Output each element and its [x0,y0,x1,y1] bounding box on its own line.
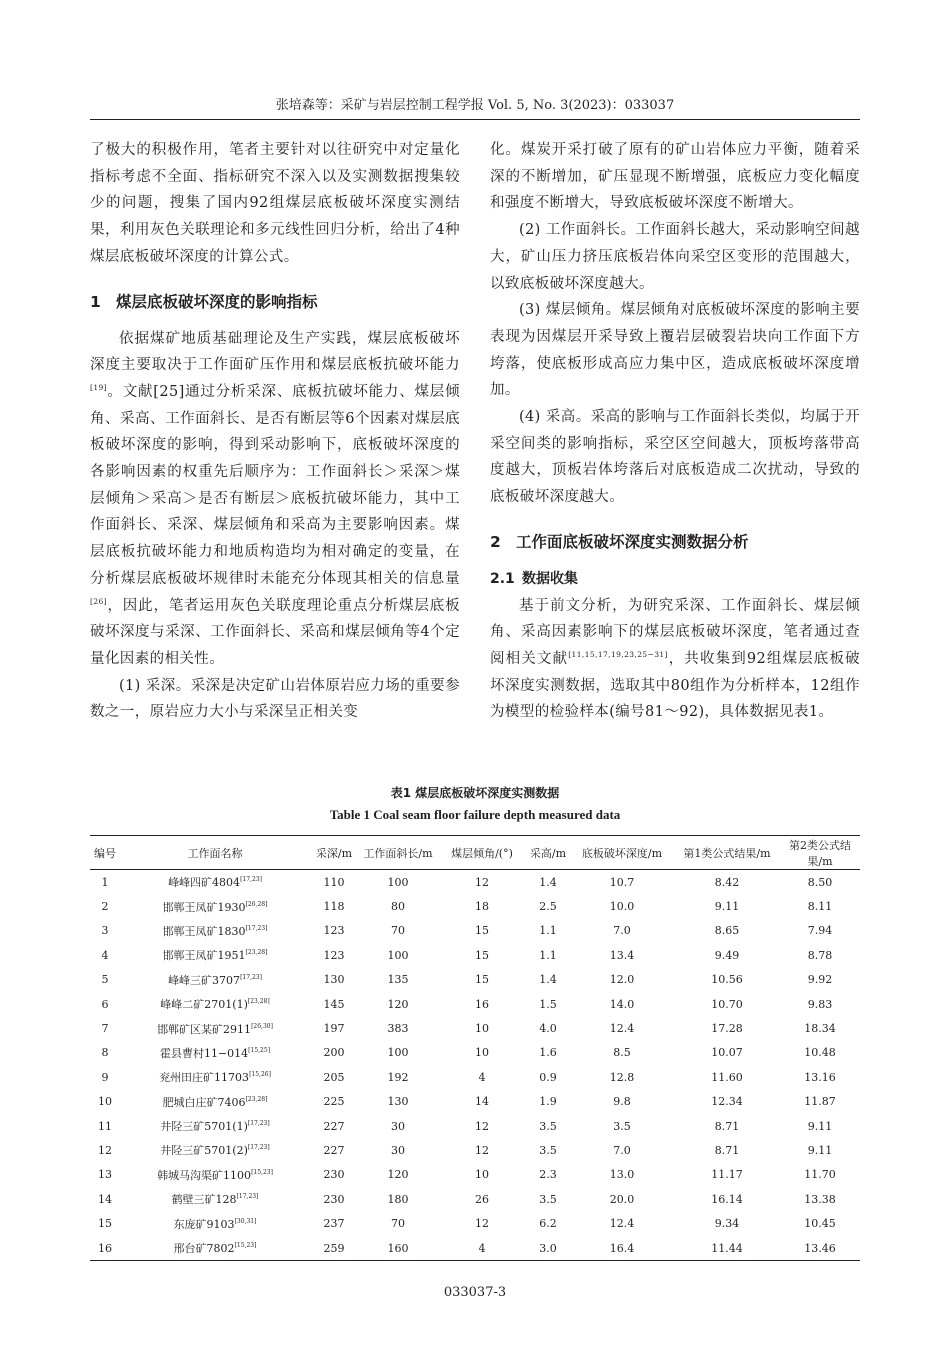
cell-depth: 237 [323,1217,345,1231]
cell-id: 8 [101,1046,109,1060]
table-header-row [90,836,860,870]
cell-length: 192 [387,1070,409,1084]
table-caption-cn: 表1 煤层底板破坏深度实测数据 [390,786,560,800]
cell-failure: 16.4 [570,1236,674,1261]
cell-formula-2: 7.94 [807,924,833,938]
table-row [90,1187,860,1211]
cell-id: 11 [98,1119,112,1133]
cell-formula-2: 13.38 [804,1192,836,1206]
cell-formula-2: 9.11 [807,1119,833,1133]
cell-height: 1.1 [539,924,557,938]
cell-id: 7 [101,1022,109,1036]
cell-name [120,992,310,1016]
cell-formula-2: 10.48 [804,1046,836,1060]
mine-name: 峰峰四矿4804 [168,876,241,890]
mine-name: 肥城白庄矿7406 [162,1095,246,1109]
cell-formula-1: 8.42 [714,875,740,889]
table-row [90,1114,860,1138]
citation[interactable]: [26] [90,596,107,606]
cell-formula-1: 8.65 [714,924,740,938]
citation[interactable]: [17,23] [236,1193,259,1201]
cell-formula-1: 9.11 [714,900,740,914]
cell-name [120,1211,310,1235]
cell-formula-1: 16.14 [711,1192,743,1206]
cell-formula-2: 11.87 [804,1095,836,1109]
cell-formula-1: 8.71 [714,1143,740,1157]
cell-formula-2: 13.16 [804,1070,836,1084]
cell-name [120,870,310,895]
table-row [90,1016,860,1040]
text-run: ，共收集到92组煤层底板破坏深度实测数据，选取其中80组作为分析样本，12组作为模型的检验样本(编号81～92)，具体数据见表1。 [490,650,861,721]
header-dip: 煤层倾角/(°) [438,836,526,870]
mine-name: 韩城马沟渠矿1100 [157,1168,252,1182]
citation[interactable]: [11,15,17,19,23,25−31] [568,649,668,659]
citation[interactable]: [17,23] [245,924,268,932]
cell-depth: 130 [323,973,345,987]
cell-formula-2: 8.11 [807,900,833,914]
table-row [90,1065,860,1089]
mine-name: 峰峰二矿2701(1) [160,998,248,1012]
cell-failure: 12.0 [609,973,635,987]
cell-id: 14 [98,1192,112,1206]
cell-id: 9 [101,1070,109,1084]
cell-dip: 18 [475,900,489,914]
cell-height: 2.3 [539,1168,557,1182]
cell-formula-1: 12.34 [711,1095,743,1109]
cell-length: 70 [391,924,405,938]
cell-depth: 123 [323,948,345,962]
cell-depth: 123 [323,924,345,938]
cell-height: 3.5 [539,1143,557,1157]
left-column [90,137,460,726]
cell-depth: 197 [323,1022,345,1036]
cell-name [120,1065,310,1089]
intro-paragraph: 了极大的积极作用，笔者主要针对以往研究中对定量化指标考虑不全面、指标研究不深入以及实测数据搜集较少的问题，搜集了国内92组煤层底板破坏深度实测结果，利用灰色关联理论和多元线性回归分析，给出了4种煤层底板破坏深度的计算公式。 [90,142,460,265]
cell-height: 3.5 [539,1119,557,1133]
cell-length: 30 [391,1143,405,1157]
cell-id: 4 [101,948,109,962]
section-number: 2 [490,532,501,551]
continued-paragraph: 化。煤炭开采打破了原有的矿山岩体应力平衡，随着采深的不断增加，矿压显现不断增强，底板应力变化幅度和强度不断增大，导致底板破坏深度不断增大。 [490,142,860,212]
cell-depth: 200 [323,1046,345,1060]
cell-height: 6.2 [539,1217,557,1231]
cell-failure: 20.0 [609,1192,635,1206]
cell-id: 5 [101,973,109,987]
citation[interactable]: [17,23] [240,876,262,884]
mine-name: 井陉三矿5701(1) [160,1120,248,1134]
cell-dip: 10 [475,1168,489,1182]
dip-angle-paragraph: (3) 煤层倾角。煤层倾角对底板破坏深度的影响主要表现为因煤层开采导致上覆岩层破裂岩块向工作面下方垮落，使底板形成高应力集中区，造成底板破坏深度增加。 [490,302,860,399]
cell-name [120,968,310,992]
citation[interactable]: [23,28] [245,949,268,957]
cell-failure: 7.0 [613,924,631,938]
right-column [490,137,860,726]
face-length-paragraph: (2) 工作面斜长。工作面斜长越大，采动影响空间越大，矿山压力挤压底板岩体向采空区变形的范围越大，以致底板破坏深度越大。 [490,222,860,292]
cell-depth: 259 [310,1236,358,1261]
cell-depth: 230 [323,1168,345,1182]
header-formula-1: 第1类公式结果/m [674,836,780,870]
cell-formula-2: 9.11 [807,1143,833,1157]
citation[interactable]: [17,23] [247,1144,270,1152]
cell-height: 2.5 [539,900,557,914]
cell-depth: 225 [323,1095,345,1109]
table-row [90,1211,860,1235]
text-run: 依据煤矿地质基础理论及生产实践，煤层底板破坏深度主要取决于工作面矿压作用和煤层底板抗破坏能力 [90,330,460,374]
cell-name [120,1138,310,1162]
mining-depth-paragraph: (1) 采深。采深是决定矿山岩体原岩应力场的重要参数之一，原岩应力大小与采深呈正相关变 [90,677,460,721]
citation[interactable]: [15,23] [234,1242,257,1250]
text-run: 基于前文分析，为研究采深、工作面斜长、煤层倾角、采高因素影响下的煤层底板破坏深度，笔者通过查阅相关文献 [490,597,860,667]
header-rule [90,119,860,120]
mine-name: 峰峰三矿3707 [168,973,241,987]
cell-depth: 227 [323,1143,345,1157]
cell-height: 3.0 [526,1236,570,1261]
cell-dip: 4 [478,1070,486,1084]
page-number: 033037-3 [443,1285,507,1300]
cell-length: 120 [387,1168,409,1182]
cell-name [120,919,310,943]
cell-name [120,1236,310,1261]
cell-formula-1: 8.71 [714,1119,740,1133]
cell-failure: 13.4 [609,948,635,962]
cell-formula-2: 11.70 [804,1168,836,1182]
section-title: 煤层底板破坏深度的影响指标 [116,292,318,311]
cell-length: 180 [387,1192,409,1206]
mine-name: 井陉三矿5701(2) [160,1144,248,1158]
cell-id: 3 [101,924,109,938]
cell-formula-1: 9.49 [714,948,740,962]
cell-depth: 118 [323,900,345,914]
table-row [90,1041,860,1065]
cell-depth: 227 [323,1119,345,1133]
table-row [90,870,860,895]
cell-dip: 15 [475,924,489,938]
cell-dip: 12 [475,1143,489,1157]
cell-name [120,943,310,967]
cell-dip: 15 [475,973,489,987]
cell-failure: 10.0 [609,900,635,914]
cell-formula-2: 10.45 [804,1217,836,1231]
cell-formula-1: 10.70 [711,997,743,1011]
cell-formula-1: 11.17 [711,1168,743,1182]
table-row [90,968,860,992]
cell-id: 15 [98,1217,112,1231]
cell-name [120,1163,310,1187]
citation[interactable]: [26,30] [251,1022,273,1030]
cell-dip: 26 [475,1192,489,1206]
table-row [90,1090,860,1114]
mine-name: 邯郸矿区某矿2911 [157,1022,252,1036]
section-2-heading [490,530,860,552]
cell-dip: 12 [475,1119,489,1133]
cell-id: 6 [101,997,109,1011]
cell-formula-2: 9.83 [807,997,833,1011]
cell-length: 135 [387,973,409,987]
cell-id: 1 [101,875,109,889]
cell-length: 130 [387,1095,409,1109]
cell-id: 2 [101,900,109,914]
header-height: 采高/m [526,836,570,870]
text-run: ，因此，笔者运用灰色关联度理论重点分析煤层底板破坏深度与采深、工作面斜长、采高和煤层倾角等4个定量化因素的相关性。 [90,597,460,667]
citation[interactable]: [15,25] [248,1046,271,1054]
cell-formula-1: 11.44 [674,1236,780,1261]
cell-dip: 15 [475,948,489,962]
cell-formula-1: 11.60 [711,1070,743,1084]
cell-formula-1: 10.56 [711,973,743,987]
section-1-paragraph [90,326,460,673]
cell-failure: 9.8 [613,1095,631,1109]
mine-name: 兖州田庄矿11703 [159,1071,250,1085]
cell-name [120,1187,310,1211]
citation[interactable]: [23,28] [247,998,270,1006]
cell-length: 80 [391,900,405,914]
mine-name: 邢台矿7802 [173,1242,235,1256]
cell-length: 100 [387,948,409,962]
citation[interactable]: [17,23] [247,1120,270,1128]
header-failure: 底板破坏深度/m [570,836,674,870]
cell-height: 4.0 [539,1022,557,1036]
cell-name [120,1016,310,1040]
cell-dip: 14 [475,1095,489,1109]
mine-name: 霍县曹村11−014 [159,1046,249,1060]
table-row [90,992,860,1016]
cell-id: 10 [98,1095,112,1109]
citation[interactable]: [15,26] [249,1071,271,1079]
table-caption-en: Table 1 Coal seam floor failure depth measured data [329,807,621,822]
cell-length: 100 [387,1046,409,1060]
cell-failure: 10.7 [609,875,635,889]
subsection-2-1-heading [490,566,860,593]
citation[interactable]: [19] [90,382,107,392]
header-formula-2: 第2类公式结果/m [780,836,860,870]
text-run: 。文献[25]通过分析采深、底板抗破坏能力、煤层倾角、采高、工作面斜长、是否有断层等6个因素对煤层底板破坏深度的影响，得到采动影响下，底板破坏深度的各影响因素的权重先后顺序为：工作面斜长＞采深＞煤层倾角＞采高＞是否有断层＞底板抗破坏能力，其中工作面斜长、采深、煤层倾角和采高为主要影响因素。煤层底板抗破坏能力和地质构造均为相对确定的变量，在分析煤层底板破坏规律时未能充分体现其相关的信息量 [90,383,460,587]
cell-formula-1: 17.28 [711,1022,743,1036]
cell-name [120,1041,310,1065]
cell-formula-2: 18.34 [804,1022,836,1036]
cell-failure: 3.5 [613,1119,631,1133]
cell-failure: 8.5 [613,1046,631,1060]
cell-id: 16 [90,1236,120,1261]
cell-depth: 205 [323,1070,345,1084]
cell-id: 12 [98,1143,112,1157]
cell-length: 160 [358,1236,438,1261]
table-row [90,1163,860,1187]
mine-name: 东庞矿9103 [173,1217,235,1231]
cell-name [120,1114,310,1138]
cell-length: 70 [391,1217,405,1231]
cell-id: 13 [98,1168,112,1182]
header-length: 工作面斜长/m [358,836,438,870]
mine-name: 邯郸王凤矿1930 [162,900,246,914]
table-row [90,919,860,943]
subsection-number: 2.1 [490,570,515,587]
cell-depth: 145 [323,997,345,1011]
table-row [90,943,860,967]
cell-failure: 12.4 [609,1217,635,1231]
cell-dip: 12 [475,875,489,889]
section-number: 1 [90,292,101,311]
failure-depth-table [90,835,860,1261]
section-title: 工作面底板破坏深度实测数据分析 [516,532,749,551]
citation[interactable]: [23,28] [245,1095,268,1103]
cell-length: 30 [391,1119,405,1133]
running-header: 张培森等：采矿与岩层控制工程学报 Vol. 5, No. 3(2023)：033037 [275,98,675,113]
cell-name [120,894,310,918]
cell-failure: 7.0 [613,1143,631,1157]
mine-name: 邯郸王凤矿1951 [162,949,246,963]
cell-formula-2: 8.78 [807,948,833,962]
mine-name: 鹤壁三矿128 [171,1193,237,1207]
header-depth: 采深/m [310,836,358,870]
mine-name: 邯郸王凤矿1830 [162,924,246,938]
subsection-title: 数据收集 [522,570,578,587]
citation[interactable]: [15,23] [251,1168,273,1176]
cell-formula-2: 8.50 [807,875,833,889]
cell-height: 1.6 [539,1046,557,1060]
cell-dip: 12 [475,1217,489,1231]
cell-height: 1.9 [539,1095,557,1109]
cell-height: 1.5 [539,997,557,1011]
citation[interactable]: [17,23] [240,973,262,981]
cell-formula-1: 9.34 [714,1217,740,1231]
table-row [90,1236,860,1261]
cell-dip: 4 [438,1236,526,1261]
cell-dip: 10 [475,1046,489,1060]
cell-failure: 13.0 [609,1168,635,1182]
cell-formula-1: 10.07 [711,1046,743,1060]
citation[interactable]: [30,31] [234,1217,257,1225]
cell-length: 383 [387,1022,409,1036]
header-name: 工作面名称 [120,836,310,870]
header-id: 编号 [90,836,120,870]
cell-height: 1.4 [539,973,557,987]
cell-height: 3.5 [539,1192,557,1206]
cell-height: 0.9 [539,1070,557,1084]
cell-name [120,1090,310,1114]
cell-formula-2: 13.46 [780,1236,860,1261]
table-row [90,1138,860,1162]
citation[interactable]: [26,28] [245,900,268,908]
cell-dip: 16 [475,997,489,1011]
cell-height: 1.4 [539,875,557,889]
cell-dip: 10 [475,1022,489,1036]
cell-length: 100 [387,875,409,889]
cell-failure: 12.4 [609,1022,635,1036]
cell-height: 1.1 [539,948,557,962]
cell-length: 120 [387,997,409,1011]
cell-depth: 230 [323,1192,345,1206]
table-row [90,894,860,918]
mining-height-paragraph: (4) 采高。采高的影响与工作面斜长类似，均属于开采空间类的影响指标，采空区空间越大，顶板垮落带高度越大，顶板岩体垮落后对底板造成二次扰动，导致的底板破坏深度越大。 [490,409,860,506]
cell-failure: 14.0 [609,997,635,1011]
section-1-heading [90,290,460,312]
cell-formula-2: 9.92 [807,973,833,987]
data-collection-paragraph [490,593,860,727]
table-body [90,870,860,1261]
cell-failure: 12.8 [609,1070,635,1084]
cell-depth: 110 [323,875,345,889]
